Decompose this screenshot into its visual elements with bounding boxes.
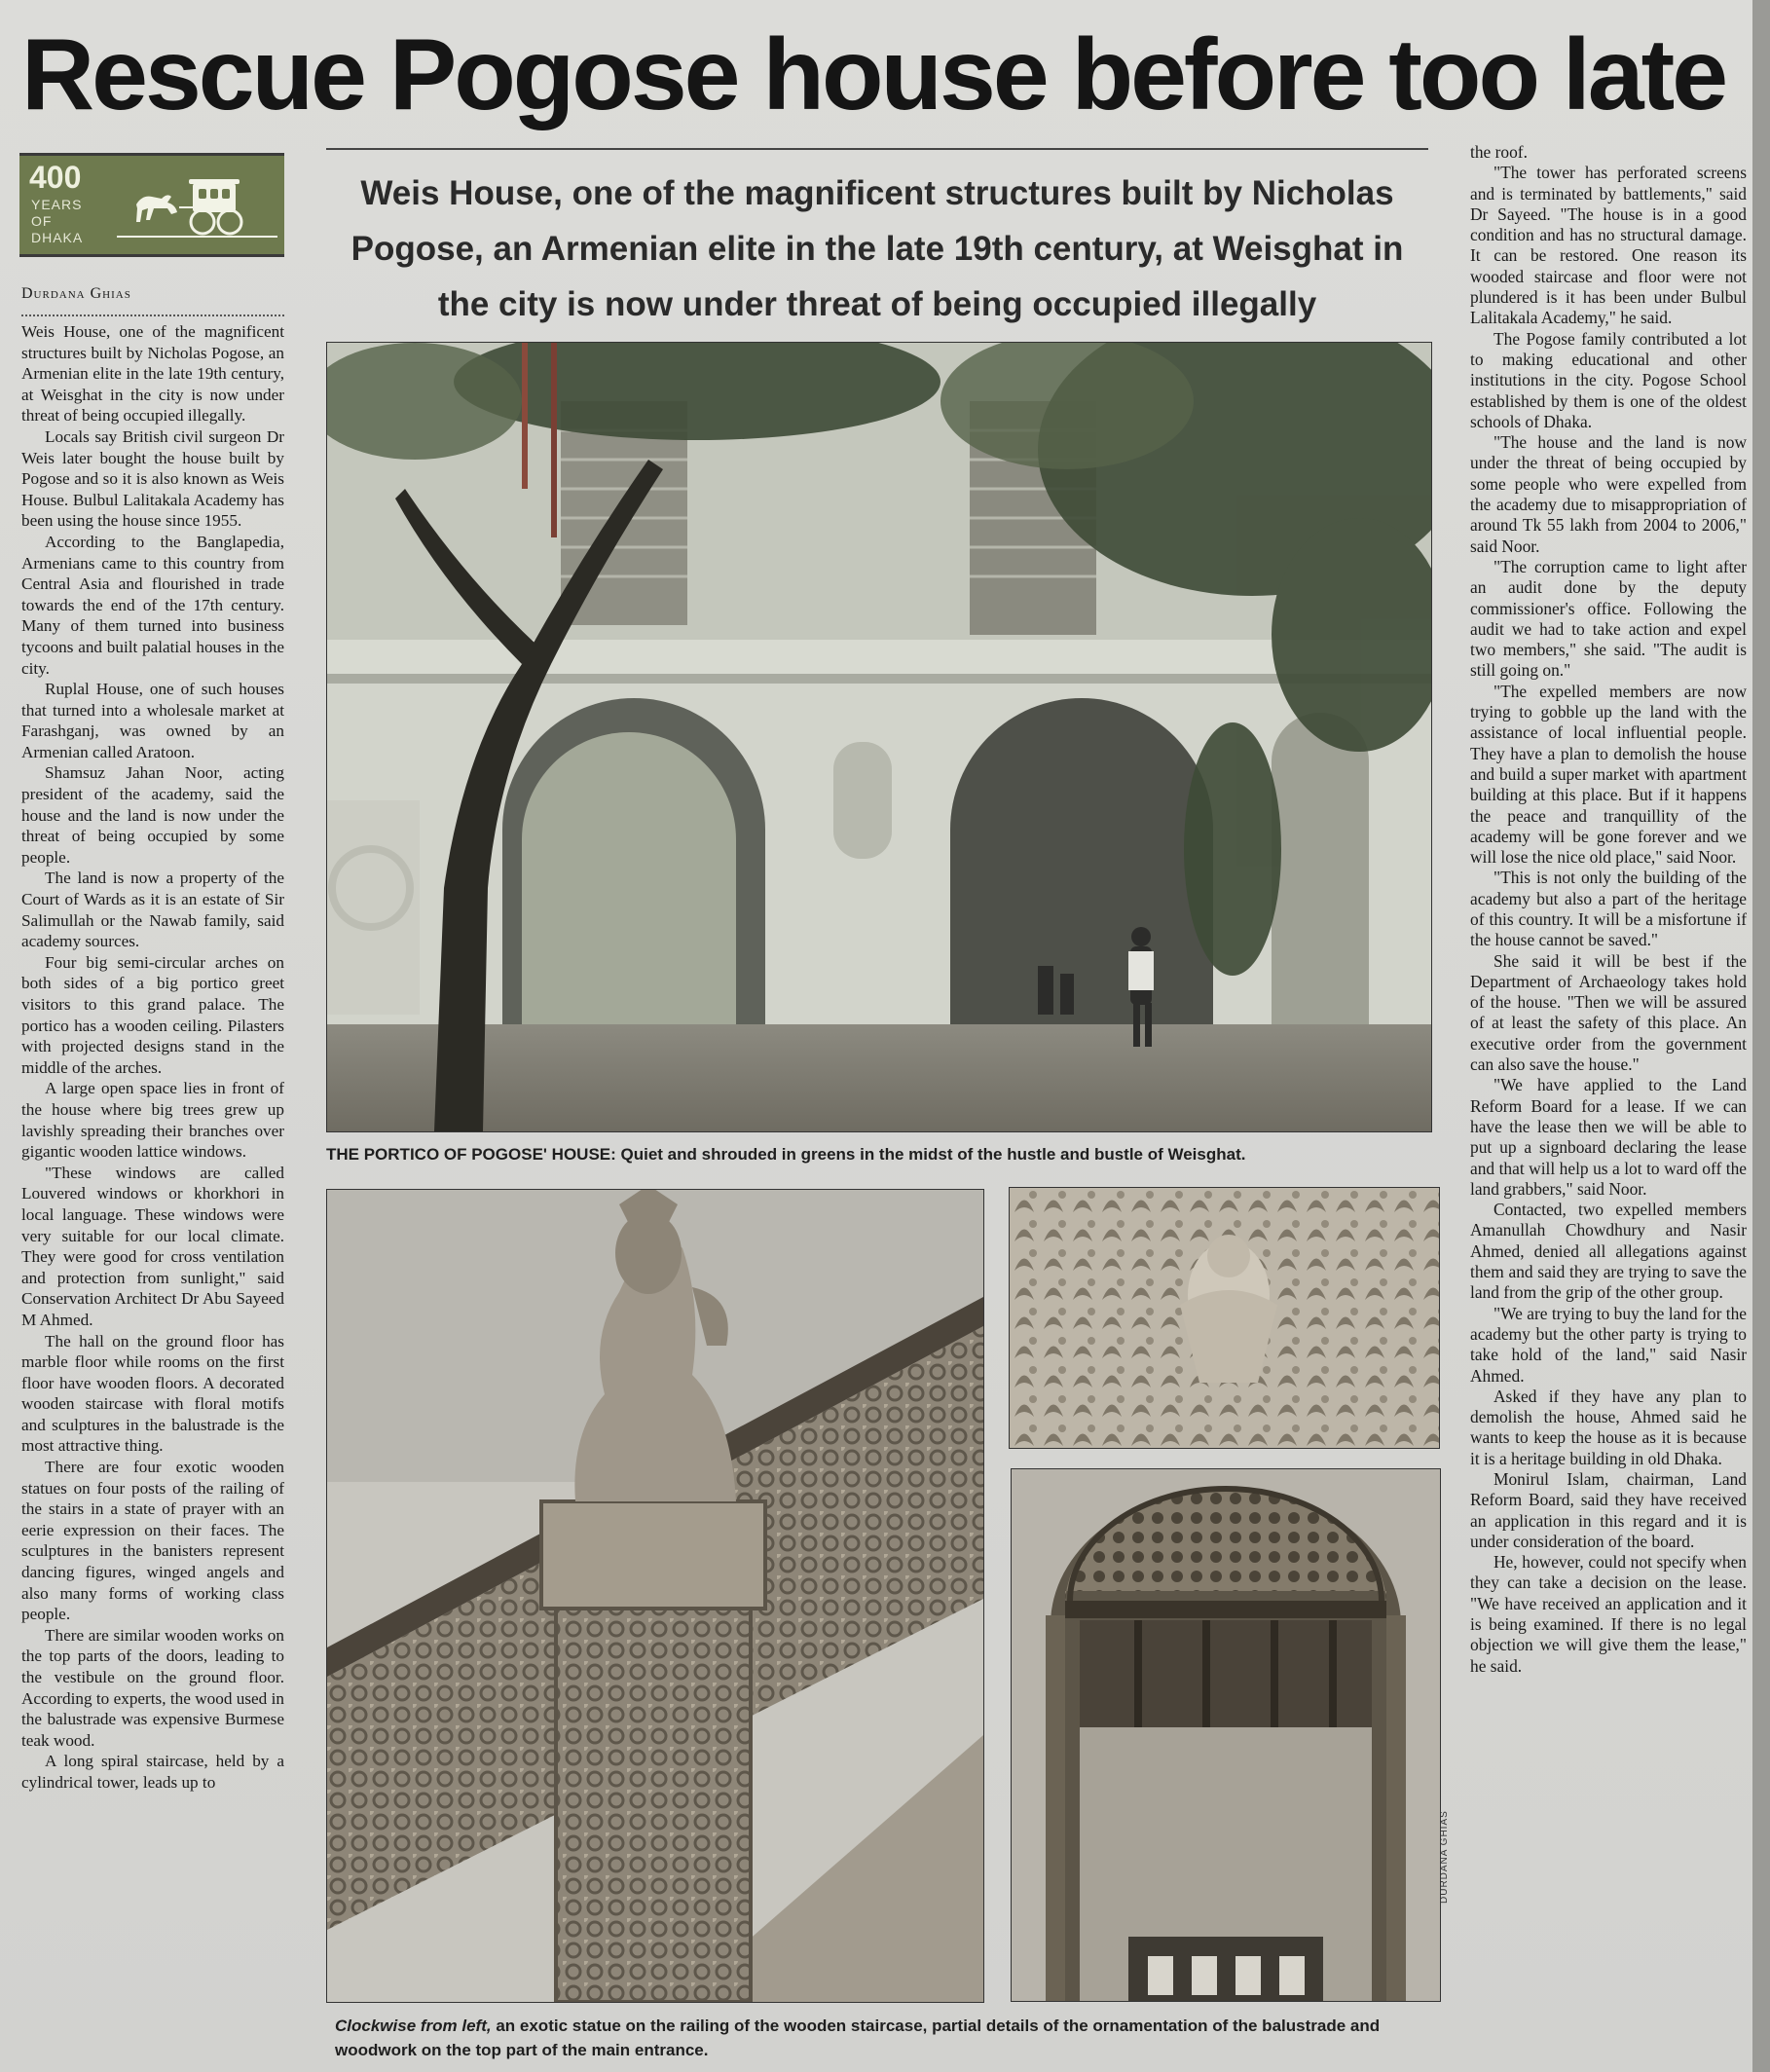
paragraph: A long spiral staircase, held by a cylindrical tower, leads up to [21, 1752, 284, 1792]
horse-carriage-icon [117, 177, 277, 245]
paragraph: "The tower has perforated screens and is terminated by battlements," said Dr Sayeed. "The house is in a good condition and has no structural damage. It can be restored. One reason its wooded staircase and floor were not plundered is it has been under Bulbul Lalitakala Academy," he said. [1470, 163, 1747, 328]
article-column-right [1470, 142, 1747, 2060]
paragraph: She said it will be best if the Department of Archaeology takes hold of the house. "Then we will be assured of at least the safety of this place. An executive order from the government can also save the house." [1470, 950, 1747, 1075]
paragraph: Monirul Islam, chairman, Land Reform Board, said they have received an application in this regard and it is under consideration of the board. [1470, 1469, 1747, 1551]
paragraph: There are four exotic wooden statues on four posts of the railing of the stairs in a state of prayer with an eerie expression on their faces. The sculptures in the banisters represent dancing figures, winged angels and also many forms of working class people. [21, 1458, 284, 1624]
portico-photo-caption: THE PORTICO OF POGOSE' HOUSE: Quiet and shrouded in greens in the midst of the hustle and bustle of Weisghat. [326, 1145, 1246, 1164]
byline: Durdana Ghias [21, 285, 131, 302]
paragraph: "We have applied to the Land Reform Board for a lease. If we can have the lease then we will be able to put up a signboard declaring the lease and that will help us a lot to ward off the land grabbers," said Noor. [1470, 1075, 1747, 1199]
paragraph: "We are trying to buy the land for the academy but the other party is trying to take hold of the land," said Nasir Ahmed. [1470, 1303, 1747, 1386]
paragraph: The hall on the ground floor has marble floor while rooms on the first floor have wooden floors. A decorated wooden staircase with floral motifs and sculptures in the balustrade is the most attractive thing. [21, 1331, 284, 1456]
article-column-left [21, 321, 284, 2069]
paragraph: "The expelled members are now trying to gobble up the land with the assistance of local influential people. They have a plan to demolish the house and build a super market with apartment building at this place. But if it happens the peace and tranquillity of the academy will be gone forever and we will lose the nice old place," said Noor. [1470, 681, 1747, 868]
page-edge [1752, 0, 1770, 2072]
balustrade-detail-photo [1009, 1187, 1440, 1449]
caption-lead: Clockwise from left, [335, 2016, 492, 2035]
paragraph: There are similar wooden works on the top parts of the doors, leading to the vestibule on the ground floor. According to experts, the wood used in the balustrade was expensive Burmese teak wood. [21, 1625, 284, 1750]
paragraph: The Pogose family contributed a lot to making educational and other institutions in the city. Pogose School established by them is one of the oldest schools of Dhaka. [1470, 328, 1747, 431]
portico-photo [326, 342, 1432, 1132]
paragraph: "The house and the land is now under the threat of being occupied by some people who were expelled from the academy due to misappropriation of around Tk 55 lakh from 2004 to 2006," said Noor. [1470, 432, 1747, 556]
paragraph: Four big semi-circular arches on both sides of a big portico greet visitors to this grand palace. The portico has a wooden ceiling. Pilasters with projected designs stand in the middle of the arches. [21, 952, 284, 1077]
byline-divider [21, 314, 284, 316]
paragraph: Ruplal House, one of such houses that turned into a wholesale market at Farashganj, was owned by an Armenian called Aratoon. [21, 680, 284, 761]
paragraph: the roof. [1470, 142, 1528, 162]
photo-credit: DURDANA GHIAS [1439, 1810, 1450, 1904]
logo-number: 400 [29, 160, 82, 195]
headline: Rescue Pogose house before too late [21, 18, 1726, 131]
paragraph: He, however, could not specify when they can take a decision on the lease. "We have received an application and it is being examined. If there is no legal objection we will give them the lease," he said. [1470, 1552, 1747, 1676]
paragraph: A large open space lies in front of the house where big trees grew up lavishly spreading their branches over gigantic wooden lattice windows. [21, 1079, 284, 1162]
paragraph: The land is now a property of the Court of Wards as it is an estate of Sir Salimullah or the Nawab family, said academy sources. [21, 869, 284, 951]
standfirst: Weis House, one of the magnificent structures built by Nicholas Pogose, an Armenian elite in the late 19th century, at Weisghat in the city is now under threat of being occupied illegally [350, 174, 1404, 323]
paragraph: "The corruption came to light after an audit done by the deputy commissioner's office. Following the audit we had to take action and expel two members," she said. "The audit is still going on." [1470, 556, 1747, 681]
entrance-woodwork-photo [1011, 1468, 1441, 2002]
staircase-statue-photo [326, 1189, 984, 2003]
paragraph: According to the Banglapedia, Armenians came to this country from Central Asia and flourished in trade towards the end of the 17th century. Many of them turned into business tycoons and built palatial houses in the city. [21, 532, 284, 678]
logo-text: YEARS OF DHAKA [31, 197, 84, 245]
paragraph: "This is not only the building of the academy but also a part of the heritage of this country. It will be a misfortune if the house cannot be saved." [1470, 868, 1747, 950]
caption-text: an exotic statue on the railing of the wooden staircase, partial details of the ornamentation of the balustrade and woodwork on the top part of the main entrance. [335, 2016, 1381, 2059]
paragraph: Locals say British civil surgeon Dr Weis later bought the house built by Pogose and so it is also known as Weis House. Bulbul Lalitakala Academy has been using the house since 1955. [21, 426, 284, 531]
paragraph: Asked if they have any plan to demolish the house, Ahmed said he wants to keep the house as it is because it is a heritage building in old Dhaka. [1470, 1386, 1747, 1468]
standfirst-rule [326, 148, 1428, 150]
paragraph: Contacted, two expelled members Amanullah Chowdhury and Nasir Ahmed, denied all allegations against them and said they are trying to save the land from the grip of the other group. [1470, 1200, 1747, 1303]
paragraph: Shamsuz Jahan Noor, acting president of the academy, said the house and the land is now under the threat of being occupied by some people. [21, 763, 284, 867]
staircase-photos-caption [335, 2014, 1455, 2062]
paragraph: Weis House, one of the magnificent structures built by Nicholas Pogose, an Armenian elite in the late 19th century, at Weisghat in the city is now under threat of being occupied illegally. [21, 322, 284, 426]
paragraph: "These windows are called Louvered windows or khorkhori in local language. These windows were very suitable for our local climate. They were good for cross ventilation and protection from sunlight," said Conservation Architect Dr Abu Sayeed M Ahmed. [21, 1163, 284, 1329]
400-years-of-dhaka-logo [19, 153, 284, 257]
